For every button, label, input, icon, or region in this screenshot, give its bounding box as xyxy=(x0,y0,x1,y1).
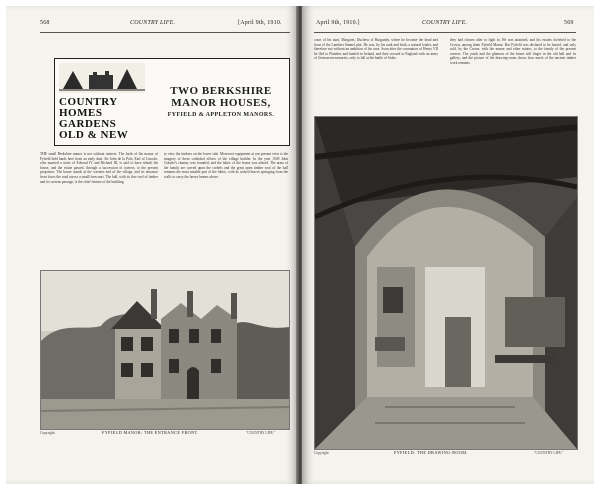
photo-credit-source: "COUNTRY LIFE." xyxy=(534,451,564,455)
page-number: 569 xyxy=(564,20,574,26)
country-homes-logo xyxy=(59,63,145,141)
right-page xyxy=(302,6,594,484)
running-header xyxy=(302,20,594,30)
photo-credit: Copyright xyxy=(314,451,329,455)
photo-caption: FYFIELD: THE DRAWING-ROOM. xyxy=(394,450,468,455)
header-rule xyxy=(314,32,576,33)
header-rule xyxy=(40,32,290,33)
article-masthead xyxy=(54,58,290,146)
left-page xyxy=(6,6,298,484)
article-title: TWO BERKSHIRE MANOR HOUSES, xyxy=(170,85,272,109)
running-title: COUNTRY LIFE. xyxy=(130,20,176,26)
drawing-room-image xyxy=(315,117,577,449)
text-column-2: they had chosen after to fight in. He was attainted, and his estates forfeited to the Crown, among them Fyfield Manor. But Fyfield was declared to be leased, and only sold, by the Crown, with the manor and other estates, to the family of the present owners. The youth and the glamour of the house still linger in the old hall and its gallery, and the picture of the drawing-room shows how much of the ancient timber work remains. xyxy=(450,38,576,65)
issue-date: April 9th, 1910.] xyxy=(316,20,360,26)
magazine-spread xyxy=(6,6,594,484)
text-column-2: to view the timbers on the lower side. Moreover equipment at our present view is the imagery of these cathedral efforts of the village builder. In the year 1500 John Golafre's chantry was founded, and the fabric of the house was altered. The arms of the family are carved upon the corbels and the great open timber roof of the hall remains the most notable part of the fabric, with its arched braces springing from the walls to carry the heavy beams above. xyxy=(164,152,288,179)
text-column-1: court of his aunt, Margaret, Duchess of Burgundy, where he became the head and front of the Lambert Simnel plot. He was, by his rank and birth, a natural leader, and therefore not without an ambition of his own. Soon after the coronation of Henry VII he fled to Flanders and landed in Ireland, and then crossed to England with an army of German mercenaries, only to fall at the battle of Stoke. xyxy=(314,38,438,61)
manor-house-image xyxy=(41,271,289,429)
running-header xyxy=(6,20,298,30)
logo-line: OLD & NEW xyxy=(59,129,129,141)
page-number: 568 xyxy=(40,20,50,26)
logo-line: HOMES xyxy=(59,107,103,119)
text-column-1: THE small Berkshire manor is not without interest. The lords of the manor of Fyfield held lands here from an early date. Sir John de la Pole, Earl of Lincoln, who married a sister of Edward IV and Richard III, is said to have rebuilt the house, and the estate passed, through a succession of owners, to the present proprietor. The house stands at the western end of the village, and its entrance front faces the road across a small forecourt. The hall, with its fine roof of timber and its screens passage, is the chief feature of the building. xyxy=(40,152,158,184)
logo-line: GARDENS xyxy=(59,118,117,130)
article-title-block xyxy=(155,85,287,118)
issue-date: [April 9th, 1910. xyxy=(238,20,282,26)
drawing-room-photo xyxy=(314,116,578,450)
photo-credit-source: "COUNTRY LIFE." xyxy=(246,431,276,435)
photo-caption: FYFIELD MANOR: THE ENTRANCE FRONT. xyxy=(102,430,199,435)
running-title: COUNTRY LIFE. xyxy=(422,20,468,26)
logo-line: COUNTRY xyxy=(59,96,118,108)
article-subtitle: FYFIELD & APPLETON MANORS. xyxy=(167,112,275,118)
castle-trees-icon xyxy=(59,63,145,93)
manor-entrance-photo xyxy=(40,270,290,430)
photo-credit: Copyright xyxy=(40,431,55,435)
